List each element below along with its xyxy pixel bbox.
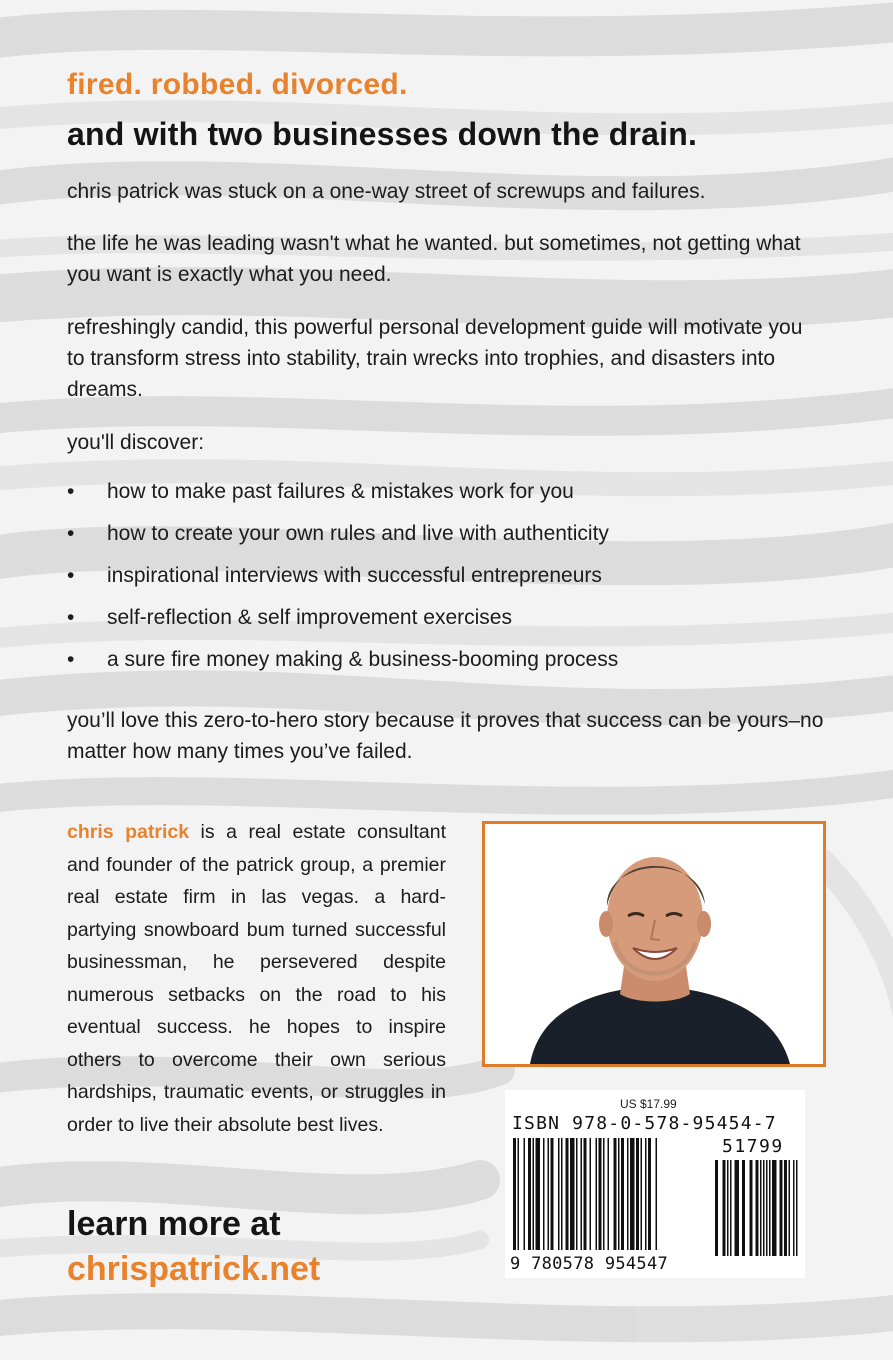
list-item: • how to create your own rules and live with authenticity: [67, 517, 847, 559]
bullet-icon: •: [67, 564, 75, 587]
bullet-icon: •: [67, 480, 75, 503]
intro-paragraph-3: refreshingly candid, this powerful personal development guide will motivate you to transform stress into stability, train wrecks into trophies, and disasters into dreams.: [67, 316, 803, 401]
isbn-label: ISBN 978-0-578-95454-7: [512, 1113, 777, 1134]
author-bio-text: is a real estate consultant and founder of the patrick group, a premier real estate firm in las vegas. a hard-partying snowboard bum turned successful businessman, he persevered despite numerous setbacks on the road to his eventual success. he hopes to inspire others to overcome their own serious hardships, traumatic events, or struggles in order to live their absolute best lives.: [67, 821, 446, 1136]
headline-subtitle: and with two businesses down the drain.: [67, 116, 698, 152]
barcode-ean-number: 9 780578 954547: [510, 1254, 669, 1274]
list-item: • how to make past failures & mistakes work for you: [67, 475, 847, 517]
price-label: US $17.99: [620, 1097, 677, 1111]
author-photo: [482, 821, 826, 1067]
intro-paragraph-2: the life he was leading wasn't what he wanted. but sometimes, not getting what you want is exactly what you need.: [67, 232, 801, 286]
list-item: • inspirational interviews with successful entrepreneurs: [67, 559, 847, 601]
author-name: chris patrick: [67, 821, 190, 843]
learn-more-label: learn more at: [67, 1205, 281, 1243]
author-bio: [67, 816, 446, 1141]
bullet-icon: •: [67, 606, 75, 629]
bullet-icon: •: [67, 522, 75, 545]
discover-label: you'll discover:: [67, 431, 205, 454]
website-link[interactable]: chrispatrick.net: [67, 1250, 321, 1288]
intro-paragraph-1: chris patrick was stuck on a one-way street of screwups and failures.: [67, 180, 706, 203]
list-item: • self-reflection & self improvement exercises: [67, 601, 847, 643]
headline-tagline: fired. robbed. divorced.: [67, 68, 408, 101]
barcode-addon-number: 51799: [722, 1136, 784, 1157]
author-portrait-icon: [485, 824, 823, 1064]
bullet-icon: •: [67, 648, 75, 671]
closing-paragraph: you’ll love this zero-to-hero story because it proves that success can be yours–no matter how many times you’ve failed.: [67, 709, 824, 763]
list-item: • a sure fire money making & business-booming process: [67, 643, 847, 685]
discover-list: [67, 475, 847, 685]
